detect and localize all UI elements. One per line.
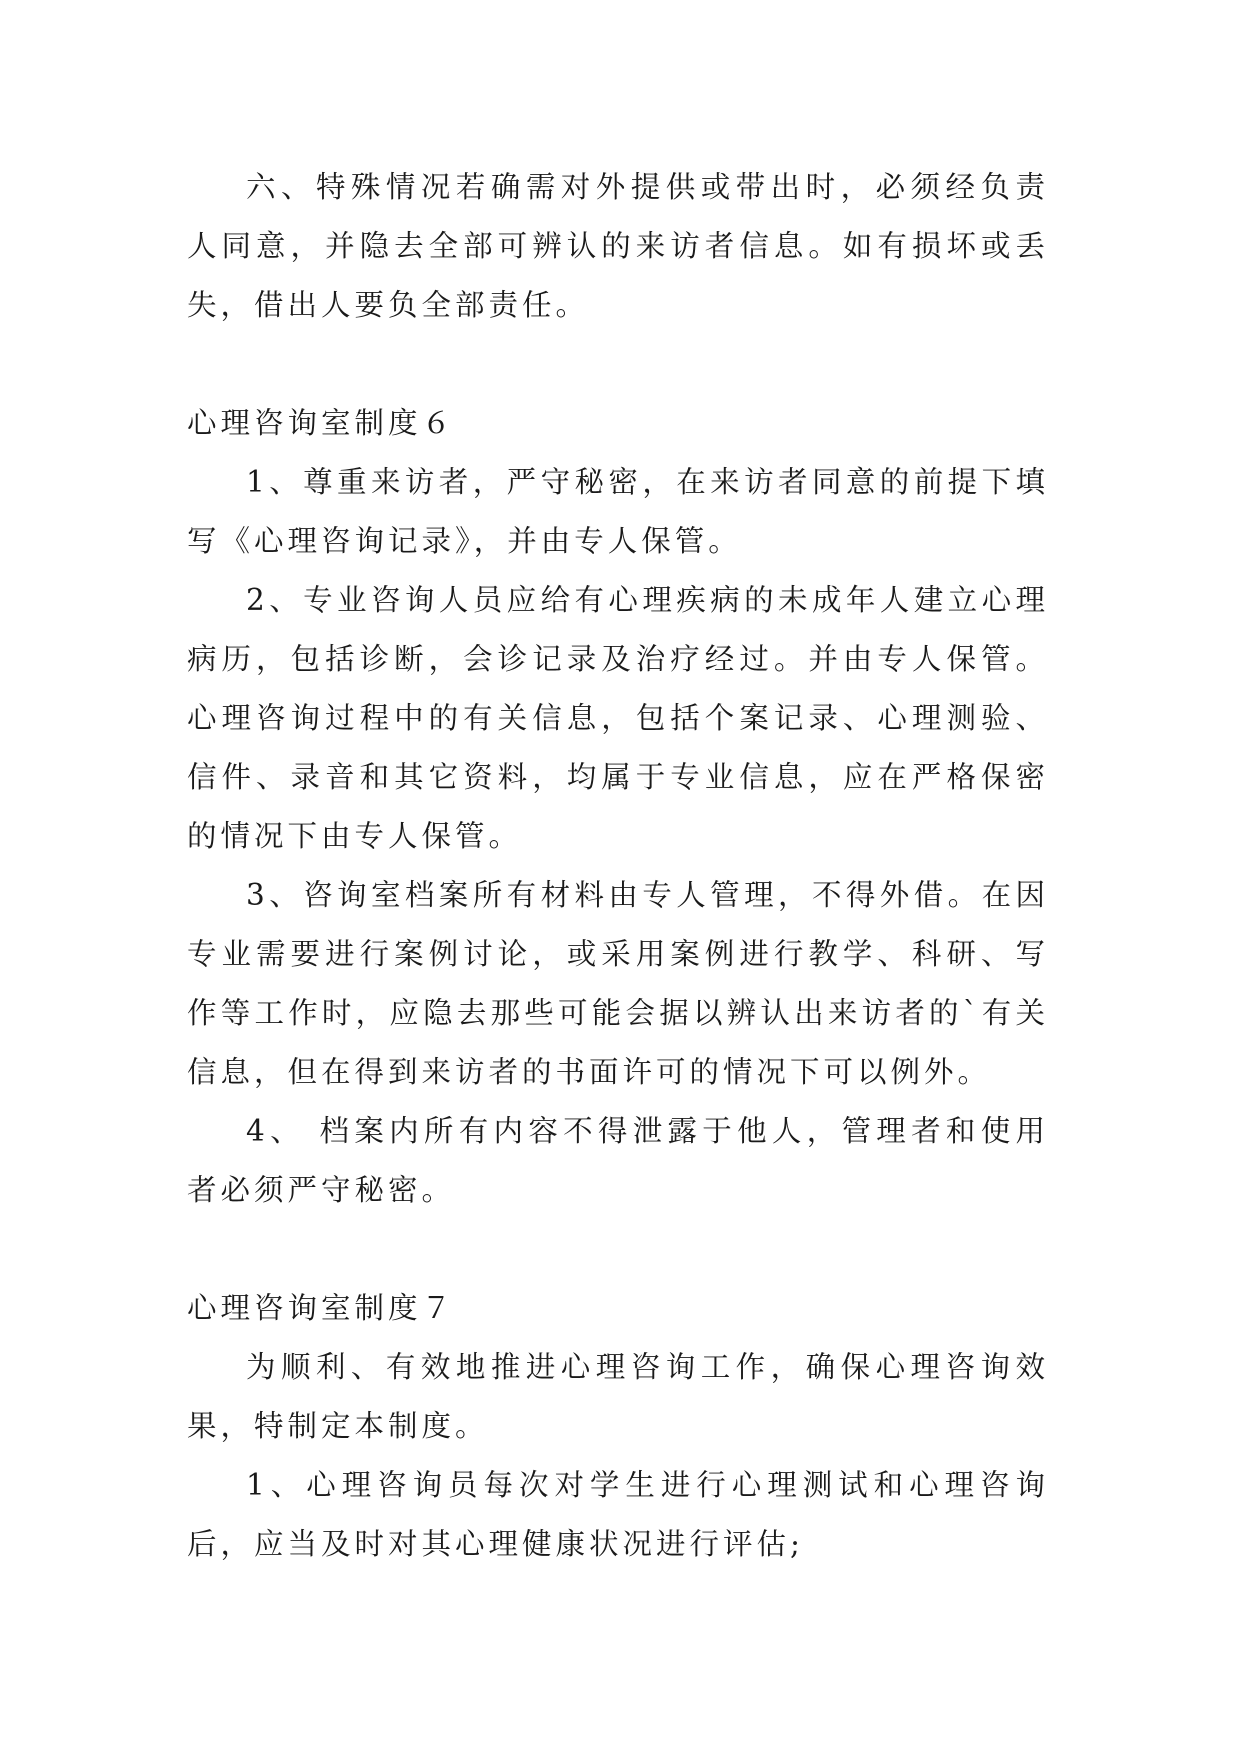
section-heading: 心理咨询室制度７: [187, 1291, 456, 1325]
paragraph: 4、 档案内所有内容不得泄露于他人，管理者和使用者必须严守秘密。: [187, 1114, 1049, 1207]
section-gap: [187, 1220, 1049, 1279]
section-gap: [187, 335, 1049, 394]
document-body: [187, 158, 1049, 1574]
paragraph: 为顺利、有效地推进心理咨询工作，确保心理咨询效果，特制定本制度。: [187, 1350, 1049, 1443]
paragraph: 3、咨询室档案所有材料由专人管理，不得外借。在因专业需要进行案例讨论，或采用案例进行教学、科研、写作等工作时，应隐去那些可能会据以辨认出来访者的`有关信息，但在得到来访者的书面许可的情况下可以例外。: [187, 878, 1049, 1089]
section-heading: 心理咨询室制度６: [187, 406, 456, 440]
paragraph: 2、专业咨询人员应给有心理疾病的未成年人建立心理病历，包括诊断，会诊记录及治疗经过。并由专人保管。心理咨询过程中的有关信息，包括个案记录、心理测验、信件、录音和其它资料，均属于专业信息，应在严格保密的情况下由专人保管。: [187, 583, 1049, 853]
paragraph: 六、特殊情况若确需对外提供或带出时，必须经负责人同意，并隐去全部可辨认的来访者信息。如有损坏或丢失，借出人要负全部责任。: [187, 170, 1049, 322]
paragraph: 1、心理咨询员每次对学生进行心理测试和心理咨询后，应当及时对其心理健康状况进行评估;: [187, 1468, 1049, 1561]
paragraph: 1、尊重来访者，严守秘密，在来访者同意的前提下填写《心理咨询记录》，并由专人保管。: [187, 465, 1049, 558]
